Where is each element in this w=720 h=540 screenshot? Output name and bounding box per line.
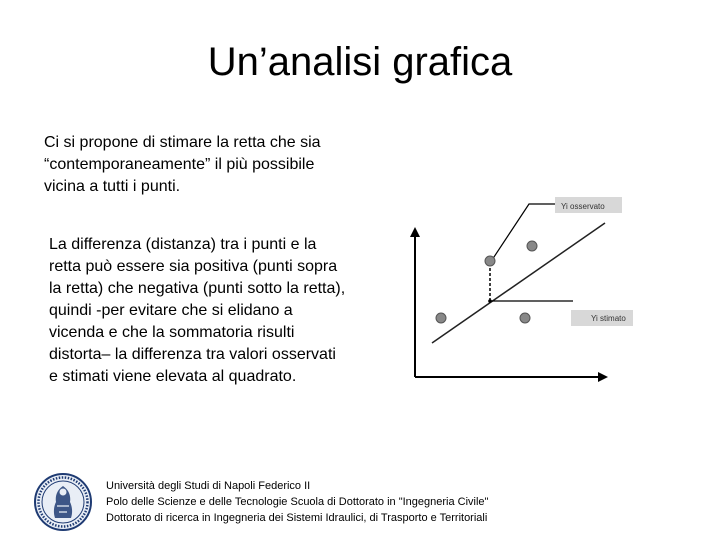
estimated-label: Yi stimato: [591, 314, 626, 323]
observed-label: Yi osservato: [561, 202, 605, 211]
y-axis-arrowhead: [410, 227, 420, 237]
data-point: [527, 241, 537, 251]
data-point: [520, 313, 530, 323]
university-seal-logo: [33, 472, 93, 532]
data-point: [485, 256, 495, 266]
slide-title: Un’analisi grafica: [207, 40, 513, 84]
x-axis-arrowhead: [598, 372, 608, 382]
residual-point-marker: [488, 299, 492, 303]
footer: [106, 478, 488, 526]
footer-doctorate: Dottorato di ricerca in Ingegneria dei Sistemi Idraulici, di Trasporto e Territoriali: [106, 512, 488, 524]
intro-paragraph: Ci si propone di stimare la retta che sia “contemporaneamente” il più possibile vicina a tutti i punti.: [44, 134, 321, 195]
regression-diagram: [395, 185, 635, 395]
footer-university: Università degli Studi di Napoli Federico II: [106, 480, 311, 492]
footer-school: Polo delle Scienze e delle Tecnologie Scuola di Dottorato in "Ingegneria Civile": [106, 496, 489, 508]
data-point: [436, 313, 446, 323]
explanation-paragraph: La differenza (distanza) tra i punti e la retta può essere sia positiva (punti sopra la retta) che negativa (punti sotto la retta), quindi -per evitare che si elidano a vicenda e che la sommatoria risulti distorta– la differenza tra valori osservati e stimati viene elevata al quadrato.: [49, 236, 346, 385]
observed-leader-line: [490, 204, 560, 263]
